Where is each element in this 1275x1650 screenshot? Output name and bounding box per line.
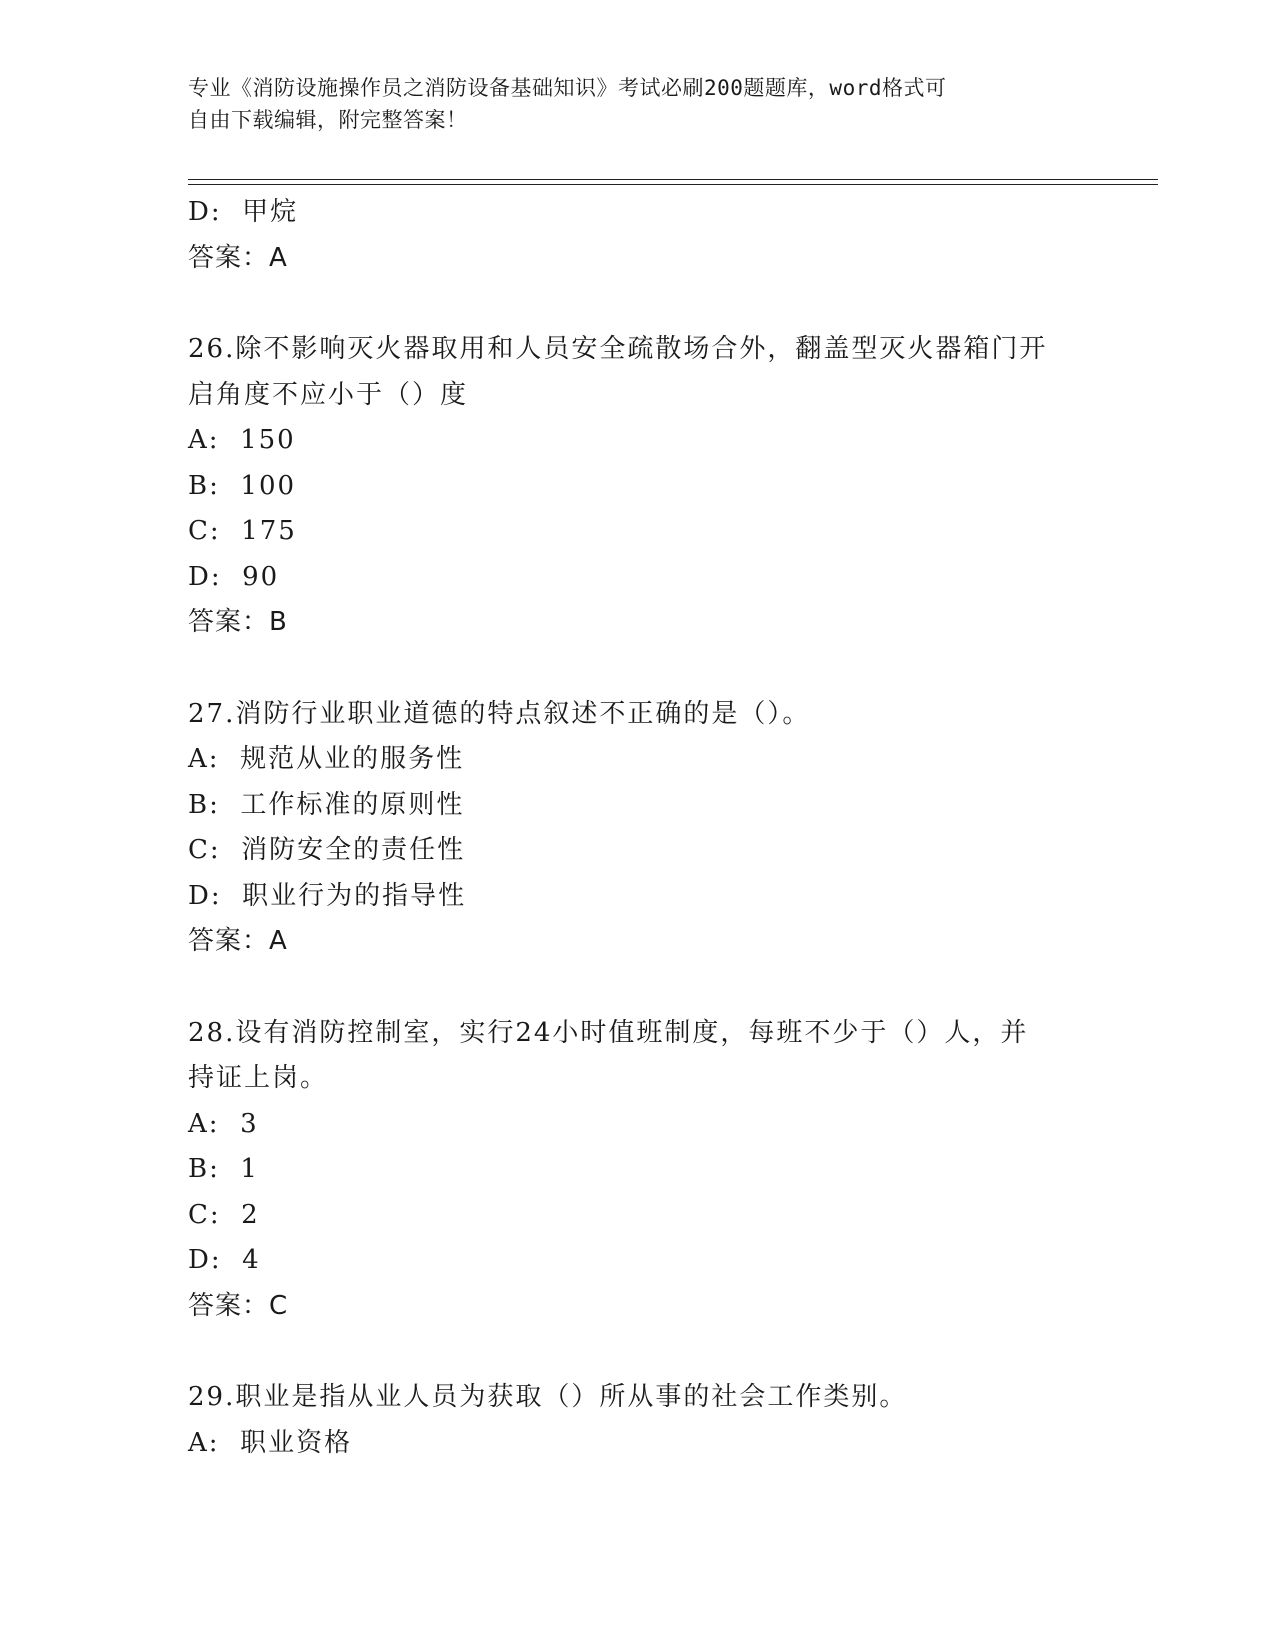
answer: 答案：C: [188, 1290, 289, 1321]
option-b: B: 工作标准的原则性: [188, 789, 465, 820]
option-d: D: 职业行为的指导性: [188, 880, 467, 911]
prev-option-d: D: 甲烷: [188, 197, 299, 227]
document-header: [188, 72, 1068, 136]
option-a: A: 规范从业的服务性: [188, 744, 465, 774]
prev-answer: 答案：A: [188, 242, 288, 273]
answer: 答案：A: [188, 926, 288, 956]
question-29: [188, 1375, 1088, 1466]
spacer: [188, 646, 1088, 692]
header-line-1: 专业《消防设施操作员之消防设备基础知识》考试必刷200题题库，word格式可: [188, 76, 947, 100]
spacer: [188, 281, 1088, 327]
option-c: C: 175: [188, 516, 297, 546]
question-26: [188, 327, 1088, 646]
option-b: B: 1: [188, 1154, 259, 1184]
question-text-line-1: 26.除不影响灭火器取用和人员安全疏散场合外，翻盖型灭火器箱门开: [188, 334, 1048, 364]
option-d: D: 4: [188, 1245, 261, 1275]
option-a: A: 150: [188, 425, 296, 455]
header-divider-bottom: [188, 184, 1158, 185]
option-a: A: 职业资格: [188, 1427, 353, 1458]
question-text-line-2: 启角度不应小于（）度: [188, 379, 469, 410]
spacer: [188, 965, 1088, 1011]
answer: 答案：B: [188, 607, 288, 637]
question-28: [188, 1011, 1088, 1330]
question-text-line-1: 27.消防行业职业道德的特点叙述不正确的是（）。: [188, 698, 811, 729]
document-body: [188, 190, 1088, 1466]
question-text-line-1: 29.职业是指从业人员为获取（）所从事的社会工作类别。: [188, 1382, 908, 1412]
option-c: C: 2: [188, 1199, 260, 1230]
option-d: D: 90: [188, 561, 280, 592]
option-b: B: 100: [188, 470, 297, 501]
question-text-line-1: 28.设有消防控制室，实行24小时值班制度，每班不少于（）人，并: [188, 1017, 1029, 1048]
spacer: [188, 1329, 1088, 1375]
header-line-2: 自由下载编辑，附完整答案！: [188, 108, 468, 132]
header-divider-top: [188, 179, 1158, 180]
option-c: C: 消防安全的责任性: [188, 835, 466, 865]
question-text-line-2: 持证上岗。: [188, 1063, 329, 1093]
question-27: [188, 692, 1088, 965]
option-a: A: 3: [188, 1108, 259, 1139]
